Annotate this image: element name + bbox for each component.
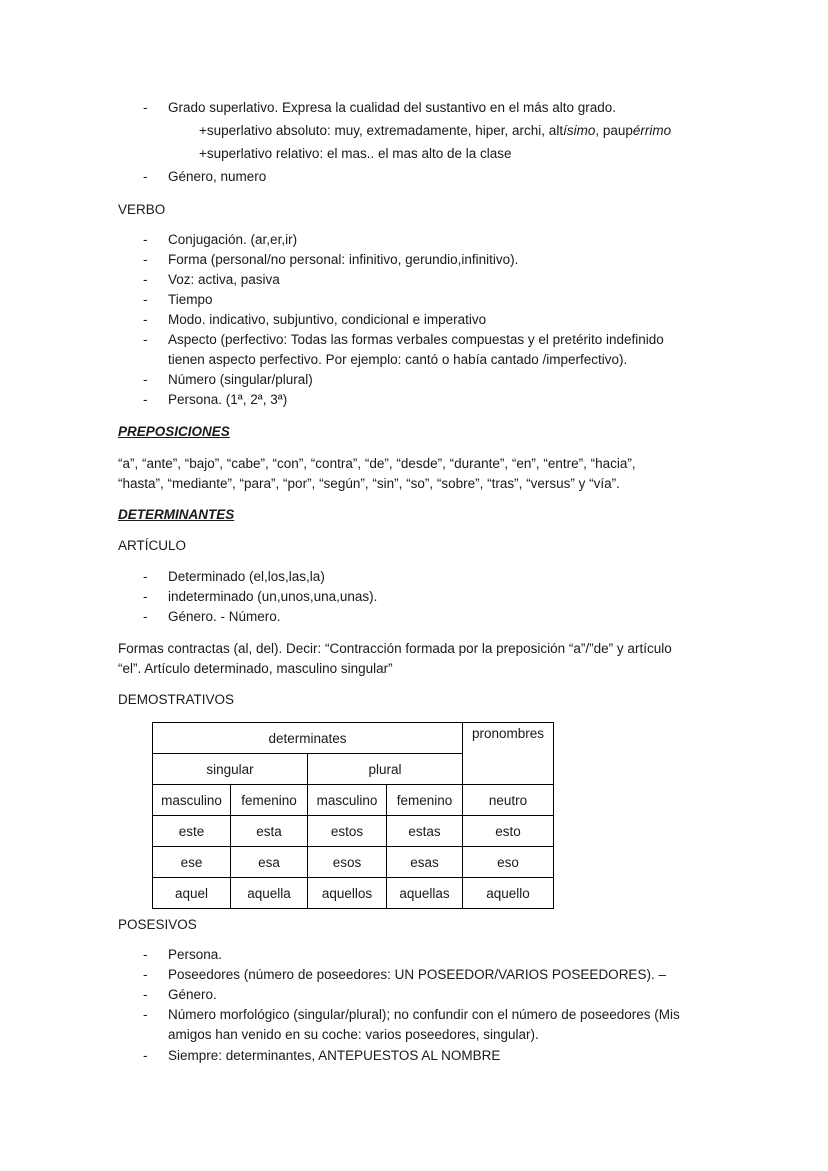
list-item: Persona. (1ª, 2ª, 3ª) [168,392,288,407]
list-item: Voz: activa, pasiva [168,272,280,287]
subsection-title-demostrativos: DEMOSTRATIVOS [118,692,235,707]
table-cell: esta [231,816,308,847]
section-title-preposiciones: PREPOSICIONES [118,424,230,439]
table-header-pronombres: pronombres [463,723,554,785]
table-cell: este [153,816,231,847]
list-item: Género. [168,987,217,1002]
list-item: Modo. indicativo, subjuntivo, condicional e imperativo [168,312,487,327]
list-item-grado: Grado superlativo. Expresa la cualidad del sustantivo en el más alto grado. [168,100,617,115]
table-cell: ese [153,847,231,878]
list-item-genero: Género, numero [168,169,267,184]
table-row [153,878,554,909]
table-column-header: masculino [153,785,231,816]
bullet-dash: - [143,392,148,407]
section-title-verbo: VERBO [118,202,166,217]
table-cell: aquello [463,878,554,909]
superlativo-absoluto-text: +superlativo absoluto: muy, extremadamente, hiper, archi, alt [199,123,564,138]
table-column-header: masculino [308,785,387,816]
table-cell: eso [463,847,554,878]
bullet-dash: - [143,272,148,287]
bullet-dash: - [143,232,148,247]
table-row [153,847,554,878]
table-header-determinantes: determinates [153,723,463,754]
preposiciones-line-2: “hasta”, “mediante”, “para”, “por”, “según”, “sin”, “so”, “sobre”, “tras”, “versus” y “vía”. [118,476,620,491]
bullet-dash: - [143,947,148,962]
superlativo-relativo: +superlativo relativo: el mas.. el mas alto de la clase [199,146,512,161]
bullet-dash: - [143,589,148,604]
bullet-dash: - [143,252,148,267]
demostrativos-table [152,722,554,909]
section-title-determinantes: DETERMINANTES [118,507,235,522]
superlativo-absoluto-suffix-2: érrimo [632,123,672,138]
table-cell: esos [308,847,387,878]
list-item: Poseedores (número de poseedores: UN POSEEDOR/VARIOS POSEEDORES). – [168,967,666,982]
subsection-title-articulo: ARTÍCULO [118,538,187,553]
table-column-header: femenino [387,785,463,816]
bullet-dash: - [143,312,148,327]
contractas-line-1: Formas contractas (al, del). Decir: “Contracción formada por la preposición “a”/”de” y artículo [118,641,672,656]
contractas-line-2: “el”. Artículo determinado, masculino singular” [118,661,393,676]
table-row [153,723,554,754]
table-cell: esas [387,847,463,878]
list-item: Siempre: determinantes, ANTEPUESTOS AL NOMBRE [168,1048,501,1063]
table-cell: aquellos [308,878,387,909]
superlativo-absoluto-suffix-1: ísimo [563,123,596,138]
list-item: Persona. [168,947,223,962]
table-header-plural: plural [308,754,463,785]
bullet-dash: - [143,100,148,115]
bullet-dash: - [143,987,148,1002]
table-cell: aquel [153,878,231,909]
list-item-continuation: tienen aspecto perfectivo. Por ejemplo: cantó o había cantado /imperfectivo). [168,352,628,367]
superlativo-absoluto-mid: , paup [595,123,633,138]
list-item: Género. - Número. [168,609,281,624]
bullet-dash: - [143,1048,148,1063]
bullet-dash: - [143,372,148,387]
bullet-dash: - [143,292,148,307]
list-item: Número morfológico (singular/plural); no confundir con el número de poseedores (Mis [168,1007,680,1022]
table-cell: esto [463,816,554,847]
bullet-dash: - [143,1007,148,1022]
bullet-dash: - [143,967,148,982]
superlativo-absoluto [199,123,671,138]
table-cell: estas [387,816,463,847]
list-item: indeterminado (un,unos,una,unas). [168,589,378,604]
table-row [153,816,554,847]
list-item: Conjugación. (ar,er,ir) [168,232,298,247]
list-item: Tiempo [168,292,213,307]
table-header-singular: singular [153,754,308,785]
subsection-title-posesivos: POSESIVOS [118,917,197,932]
list-item-continuation: amigos han venido en su coche: varios poseedores, singular). [168,1027,539,1042]
list-item: Determinado (el,los,las,la) [168,569,325,584]
bullet-dash: - [143,569,148,584]
table-cell: aquella [231,878,308,909]
table-cell: estos [308,816,387,847]
table-cell: aquellas [387,878,463,909]
table-row [153,785,554,816]
bullet-dash: - [143,332,148,347]
table-column-header: femenino [231,785,308,816]
bullet-dash: - [143,609,148,624]
list-item: Número (singular/plural) [168,372,313,387]
list-item: Forma (personal/no personal: infinitivo, gerundio,infinitivo). [168,252,519,267]
list-item: Aspecto (perfectivo: Todas las formas verbales compuestas y el pretérito indefinido [168,332,664,347]
table-cell: esa [231,847,308,878]
preposiciones-line-1: “a”, “ante”, “bajo”, “cabe”, “con”, “contra”, “de”, “desde”, “durante”, “en”, “entre”, “hacia”, [118,456,636,471]
table-column-header: neutro [463,785,554,816]
bullet-dash: - [143,169,148,184]
